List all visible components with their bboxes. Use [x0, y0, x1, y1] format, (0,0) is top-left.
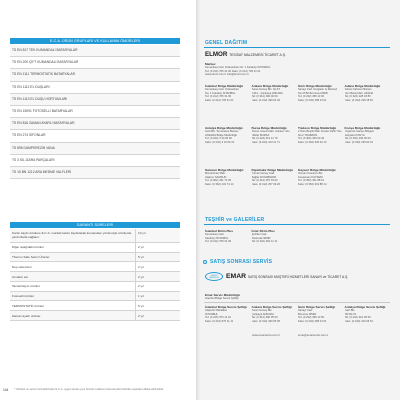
- office-line: Atakum SAMSUN: [205, 175, 227, 179]
- office-card: [298, 84, 343, 102]
- elmor-brand: [205, 51, 286, 58]
- warranty-product: Duş sistemleri: [12, 264, 32, 269]
- product-row: TS EN 816 ZAMAN AYARLI BATARYALAR: [10, 118, 180, 130]
- office-line: Faks: (0 362) 431 74 14: [205, 182, 234, 186]
- distribution-title: GENEL DAĞITIM: [205, 40, 248, 46]
- product-row: TS EN 200 ÇİFT KUMANDALI BATARYALAR: [10, 57, 180, 69]
- office-line: Nilüfer BURSA: [251, 133, 270, 137]
- emar-email[interactable]: [298, 334, 368, 338]
- distribution-rule: [204, 47, 390, 48]
- office-card: [205, 229, 250, 244]
- office-line: Sanayi Cad.: [298, 309, 313, 312]
- product-row: TS EN 1112 EL DUŞLARI: [10, 82, 180, 94]
- warranty-period: 5 yıl: [135, 253, 180, 262]
- office-line: 2 Nolu Beşirli Mah. Devlet Sahil Yolu: [298, 130, 342, 133]
- emar-company-name: SATIŞ SONRASI MÜŞTERİ HİZMETLERİ SANAYİ ve TİCARET A.Ş.: [247, 275, 349, 279]
- address-line: İstanbul Bölge Servis Şefliği: [205, 297, 239, 300]
- office-card: [298, 168, 343, 186]
- office-card: [345, 305, 390, 323]
- office-title: İzmir Birim Plus: [251, 229, 275, 233]
- office-line: Tel: (0 332) 239 00 00: [344, 137, 371, 140]
- elmor-company-name: TESİSAT MALZEMESİ TİCARET A.Ş.: [229, 53, 286, 57]
- warranty-table-header: GARANTİ SÜRELERİ: [10, 222, 180, 228]
- office-card: [252, 305, 297, 323]
- office-line: Faks: (0 224) 413 11 71: [251, 140, 280, 144]
- page-number: 144: [3, 388, 9, 392]
- service-title: SATIŞ SONRASI SERVİS: [210, 259, 273, 265]
- office-line: Tel: (0 242) 310 06 50: [344, 316, 371, 319]
- office-line: Faks: (0 212) 705 31 01: [205, 98, 234, 102]
- office-line: Faks: (0 352) 331 88 14: [298, 182, 327, 186]
- office-card: [298, 305, 343, 323]
- office-line: No: 1 Karaköy İSTANBUL: [205, 91, 236, 95]
- product-table-header: E.C.A. ÜRÜN GRUPLARI VE KULLANIM ÖMÜRLERİ: [10, 38, 180, 44]
- office-line: Tel: (0 312) 490 05 00: [251, 316, 278, 319]
- office-line: Faks: (0 462) 330 03 12: [298, 140, 327, 144]
- office-line: No:47/50 Bornova İZMİR: [298, 91, 328, 95]
- office-title: İstanbul Bölge Müdürlüğü: [205, 84, 244, 88]
- office-line: Faks: (0 332) 239 00 01: [344, 140, 374, 144]
- office-card: [345, 84, 390, 102]
- office-line: Tel: (0 312) 490 00 00: [251, 95, 278, 98]
- office-line: Yıldız - Çankaya ANKARA: [251, 91, 283, 95]
- address-line: Kemankeş Cad. Ortaneshan No: 1 Karaköy İSTANBUL: [205, 66, 271, 69]
- office-title: İstanbul Bölge Servis Şefliği: [205, 305, 247, 309]
- elmor-hq-title: Merkez: [205, 62, 216, 66]
- office-line: Tel: (0 242) 3 10 06 30: [205, 137, 232, 140]
- office-line: Faks: (0 232) 458 13 51: [298, 319, 327, 323]
- emar-brand: [226, 273, 348, 280]
- office-card: [298, 126, 343, 144]
- office-line: Tel: (0 232) 458 13 50: [298, 316, 325, 319]
- office-line: Kemankeş Cad.: [205, 233, 225, 236]
- office-card: [252, 84, 297, 102]
- office-line: Faks: (0 322) 228 18 81: [344, 98, 374, 102]
- product-row: TS 15 BN 1212 ARA MEDME VALFLERİ: [10, 167, 180, 179]
- right-column: [200, 0, 400, 400]
- office-line: Turan Güneş Blv. No:67: [251, 88, 281, 91]
- warranty-product: Kartın kaybı ürünlere E.C.A. markalı kartın kaybolarak kumandası yönlemiyle ürünlerde yardımlarla sağlanır.: [12, 231, 132, 240]
- office-title: Diyarbakır Bölge Müdürlüğü: [251, 168, 293, 172]
- warranty-row: [10, 301, 180, 311]
- office-line: Çankaya ANKARA: [251, 312, 274, 316]
- office-line: Ataşehir Mahallesi: [205, 309, 227, 312]
- display-rule: [204, 224, 390, 225]
- warranty-period: 2 yıl: [135, 282, 180, 291]
- office-card: [252, 126, 297, 144]
- warranty-product: Zaman ayarlı ürünler: [12, 313, 41, 318]
- office-line: Ahmet Yesevi Mah. Ankara Yolu: [251, 130, 290, 133]
- warranty-row: [10, 229, 180, 243]
- office-line: Tel: (0 216) 570 11 10: [205, 316, 231, 319]
- warranty-row: [10, 292, 180, 302]
- office-line: Alsancak İZMİR: [251, 236, 271, 240]
- office-line: Faks: (0 412) 257 49 26: [251, 182, 281, 186]
- office-line: Şehitler Cad.: [251, 233, 268, 236]
- warranty-row: [10, 243, 180, 253]
- elmor-logo-text: ELMOR: [205, 51, 228, 58]
- office-line: ANTALYA: [344, 312, 357, 316]
- office-line: Tel: (0 212) 705 31 00: [205, 240, 232, 243]
- office-line: Bornova İZMİR: [298, 312, 317, 316]
- warranty-period: 5 yıl: [135, 301, 180, 310]
- warranty-product: Armatür set: [12, 274, 28, 279]
- office-line: Faks: (0 312) 490 05 05: [251, 319, 281, 323]
- office-title: Konya Bölge Müdürlüğü: [344, 126, 381, 130]
- office-line: Faks: (0 242) 310 06 51: [344, 319, 374, 323]
- office-title: İzmir Bölge Servis Şefliği: [298, 305, 335, 309]
- address-line: www.elmor.com.tr info@elmor.com.tr: [205, 73, 249, 76]
- office-line: Osman Kavuncu Blv.: [298, 172, 323, 175]
- office-line: Yılmaz Güney Cad.: [251, 172, 275, 175]
- emar-email-link[interactable]: emar@emarservis.com.tr: [298, 334, 329, 337]
- office-title: Adana Bölge Müdürlüğü: [344, 84, 381, 88]
- office-line: Gazi Blv.: [344, 309, 356, 312]
- product-row: TS EN 1113 EL DUŞU HORTUMLARI: [10, 94, 180, 106]
- warranty-row: [10, 272, 180, 282]
- gear-icon: [203, 260, 207, 264]
- office-line: Tel: (0 232) 463 11 11: [251, 240, 278, 243]
- product-row: TS EN 274 SİFONLAR: [10, 130, 180, 142]
- office-card: [205, 305, 250, 323]
- office-line: Tel: (0 412) 257 49 00: [251, 179, 278, 182]
- office-line: Faks: (0 312) 490 04 04: [251, 98, 281, 102]
- office-line: Tel: (0 352) 331 88 10: [298, 179, 325, 182]
- warranty-period: 10 yıl: [135, 229, 180, 242]
- office-line: No:2 TRABZON: [298, 133, 318, 137]
- product-table: [10, 45, 180, 179]
- office-card: [205, 168, 250, 186]
- warranty-product: Diğer aşağıdaki ürünler: [12, 245, 44, 250]
- office-line: Tel: (0 322) 228 18 80: [344, 95, 371, 98]
- footnote: * Ürünleri ve servis hizmetlerinden E.C.A. uygun alınan yeni ürünler, kullanım kılavuzunda belirtilen uyarılara dikkat edilmelidir.: [14, 388, 164, 391]
- product-row: TS 3 SİL İZARA PARÇALARI: [10, 155, 180, 167]
- emar-website-link[interactable]: www.emarservis.com.tr: [252, 334, 280, 337]
- warranty-product: TERMOSTATİK ürünler: [12, 303, 45, 308]
- warranty-period: 2 yıl: [135, 272, 180, 281]
- office-title: Kayseri Bölge Müdürlüğü: [298, 168, 336, 172]
- office-line: Tel: (0 232) 458 13 00: [298, 95, 325, 98]
- warranty-period: 2 yıl: [135, 262, 180, 271]
- office-line: Mimarsinan Mah.: [205, 172, 226, 175]
- warranty-row: [10, 311, 180, 321]
- warranty-row: [10, 262, 180, 272]
- office-title: Ankara Bölge Servis Şefliği: [251, 305, 292, 309]
- office-card: [205, 126, 250, 144]
- warranty-product: Fotoselli ürünler: [12, 294, 35, 299]
- office-card: [345, 126, 390, 144]
- office-title: Ankara Bölge Müdürlüğü: [251, 84, 289, 88]
- warranty-row: [10, 282, 180, 292]
- office-line: Karaköy İSTANBUL: [205, 236, 229, 240]
- office-line: Gazi Blv. Termessos Bulvarı: [205, 130, 239, 133]
- elmor-hq: [205, 62, 355, 77]
- office-title: Bursa Bölge Müdürlüğü: [251, 126, 287, 130]
- warranty-period: 2 yıl: [135, 311, 180, 320]
- office-line: Turan Güneş Blv.: [251, 309, 273, 312]
- product-row: TS EN 1111 TERMOSTATİK BATARYALAR: [10, 69, 180, 81]
- office-line: Tel: (0 224) 413 11 70: [251, 137, 278, 140]
- address-line: Tel: (0 212) 705 31 00 Faks: (0 212) 705 31 01: [205, 69, 261, 73]
- office-card: [205, 84, 250, 102]
- emar-hq-title: Emar Servis Müdürlüğü: [205, 293, 240, 297]
- warranty-period: 1 yıl: [135, 292, 180, 301]
- emar-logo-text: EMAR: [226, 273, 247, 280]
- warranty-table: [10, 229, 180, 321]
- office-title: İzmir Bölge Müdürlüğü: [298, 84, 332, 88]
- display-title: TEŞHİR ve GALERİLER: [205, 217, 265, 223]
- call-center-logo: ÇAĞRI MERKEZİ: [205, 272, 223, 281]
- office-title: Antalya Bölge Servis Şefliği: [344, 305, 386, 309]
- warranty-period: 2 yıl: [135, 243, 180, 252]
- office-title: Trabzon Bölge Müdürlüğü: [298, 126, 337, 130]
- office-line: Selçuklu KONYA: [344, 133, 365, 137]
- office-line: İSTANBUL: [205, 312, 218, 316]
- office-line: Faks: (0 242) 3 10 06 31: [205, 140, 235, 144]
- product-row: TS EN 15091 FOTOSELLİ BATARYALAR: [10, 106, 180, 118]
- office-line: Tel: (0 212) 705 31 00: [205, 95, 232, 98]
- product-row: TS 895 DAMPEREZİN VANA: [10, 143, 180, 155]
- product-row: TS EN 817 TEK KUMANDALI BATARYALAR: [10, 45, 180, 57]
- left-column: [0, 0, 196, 400]
- office-title: Antalya Bölge Müdürlüğü: [205, 126, 243, 130]
- office-line: Organize Sanayi Bölgesi: [344, 130, 374, 133]
- office-line: Tel: (0 462) 330 00 40: [298, 137, 325, 140]
- office-line: Faks: (0 216) 570 11 11: [205, 319, 234, 323]
- warranty-product: Thermo Safe Serisi Ürünler: [12, 254, 50, 259]
- office-title: Samsun Bölge Müdürlüğü: [205, 168, 244, 172]
- office-card: [252, 168, 297, 186]
- office-line: Kocasinan KAYSERİ: [298, 175, 323, 179]
- office-line: Sanayi Cad. Nergisler İş Merkezi: [298, 88, 338, 91]
- office-line: Faks: (0 232) 458 13 01: [298, 98, 327, 102]
- office-line: Tel: (0 362) 431 74 00: [205, 179, 232, 182]
- office-card: [252, 229, 297, 244]
- office-title: İstanbul Birim Plus: [205, 229, 234, 233]
- office-line: Yeni Baraj Mah. ADANA: [344, 91, 374, 95]
- office-line: Kemankeş Cad. Ortaneshan: [205, 88, 239, 91]
- office-line: ANKARA Bölge Müdürlüğü: [205, 133, 237, 137]
- office-line: Bağlar DİYARBAKIR: [251, 175, 277, 179]
- emar-hq: [205, 293, 325, 301]
- warranty-product: Tamamlayıcı ürünler: [12, 284, 40, 289]
- warranty-row: [10, 253, 180, 263]
- office-line: Adnan Kahveci Bulvarı: [344, 88, 372, 91]
